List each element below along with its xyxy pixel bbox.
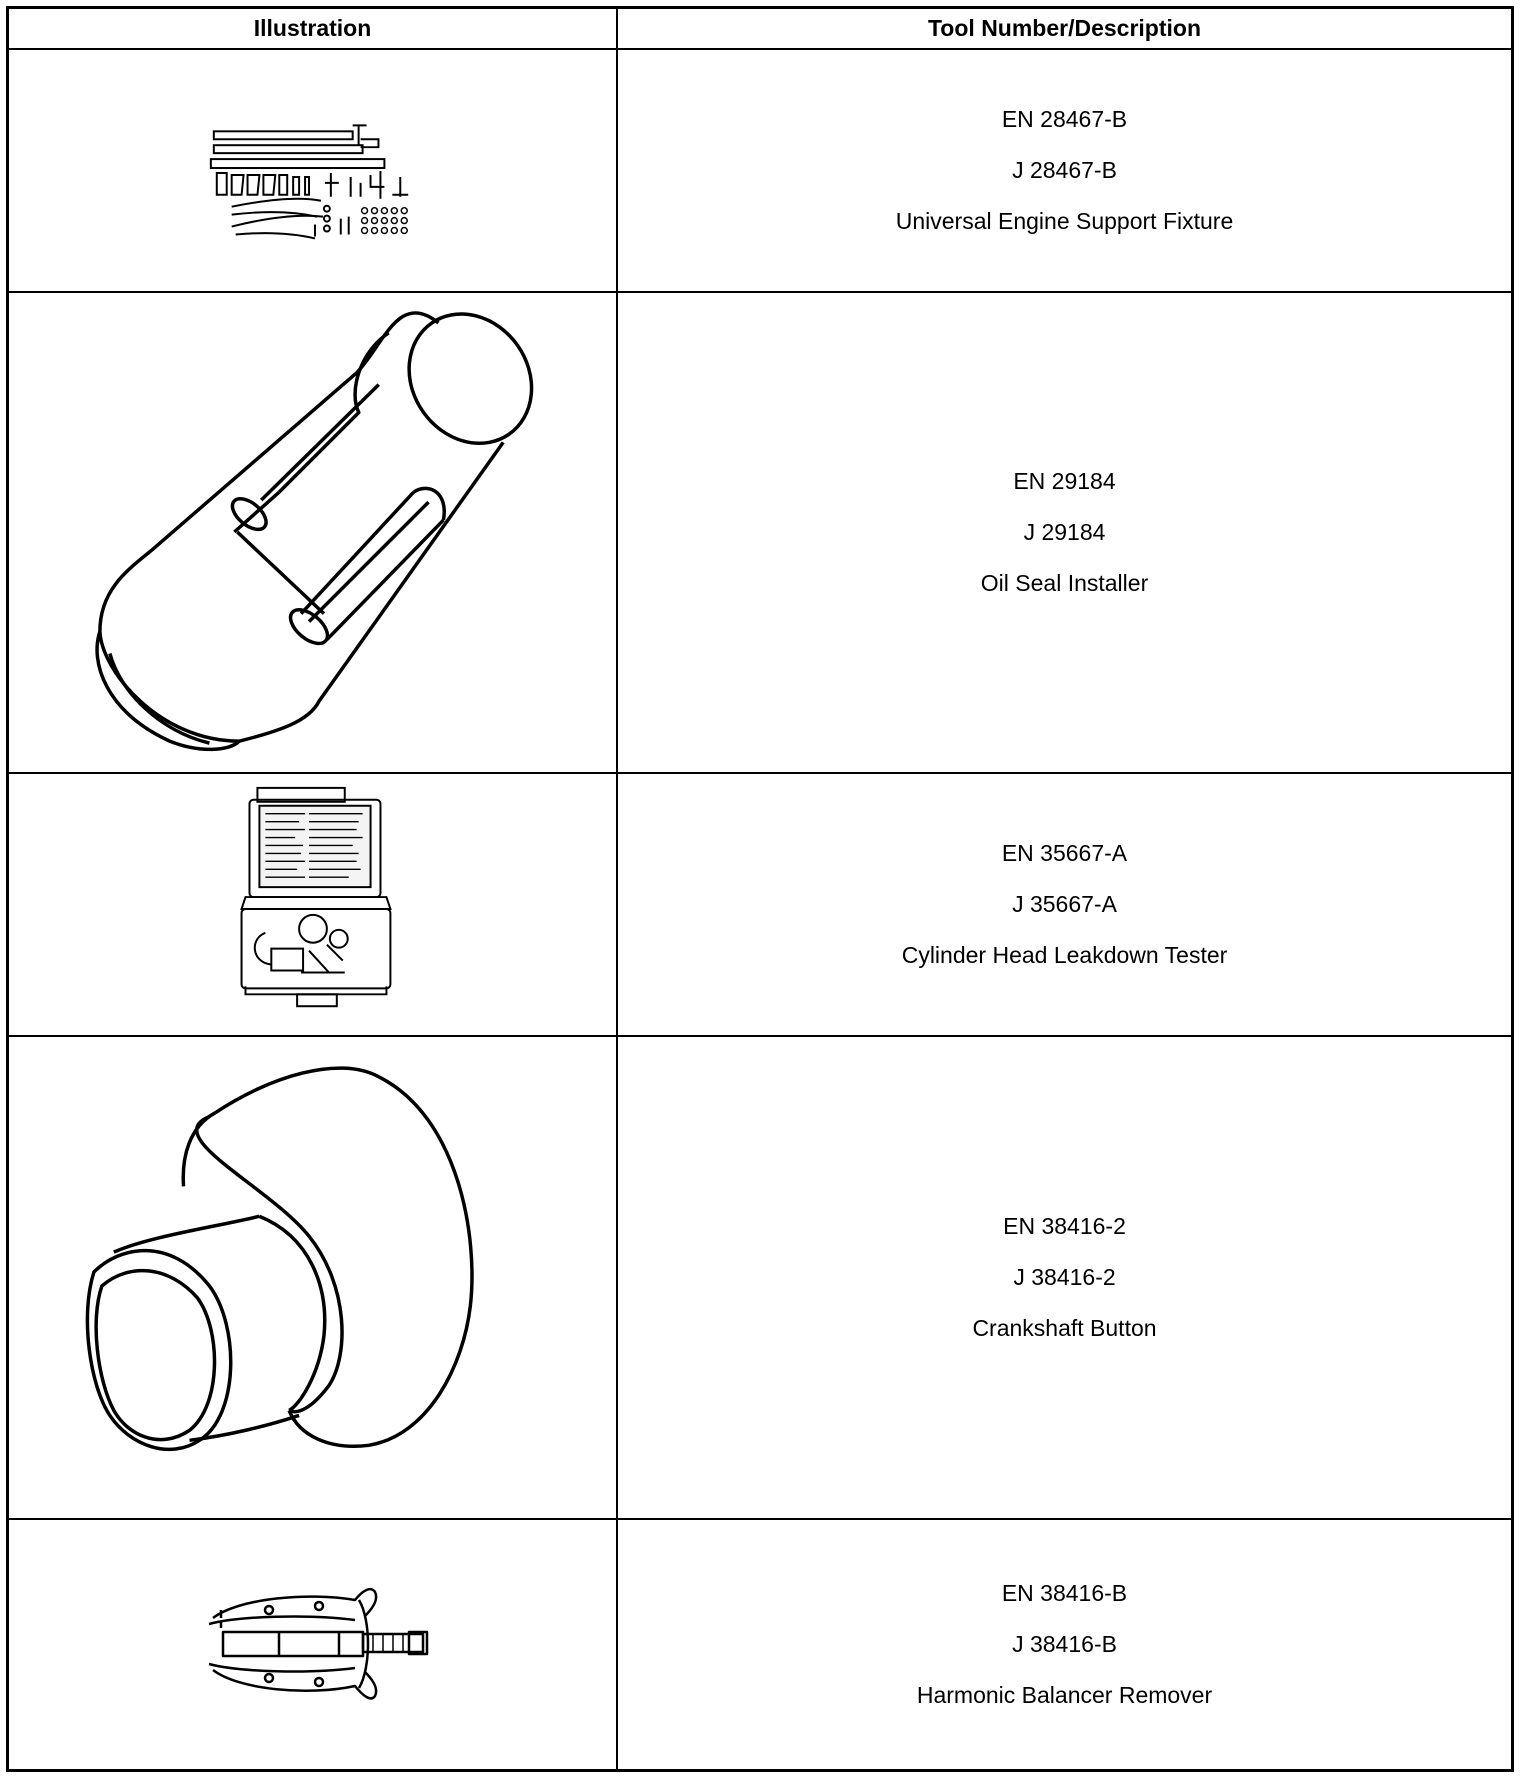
tool-description: Harmonic Balancer Remover (916, 1682, 1213, 1708)
illustration-cell (9, 293, 618, 772)
tool-number-en: EN 29184 (1013, 468, 1116, 494)
table-row (9, 774, 1511, 1037)
tool-table (6, 6, 1514, 1772)
oil-seal-installer-icon (9, 293, 616, 772)
description-cell (618, 293, 1511, 772)
header-tool-number-description: Tool Number/Description (618, 9, 1511, 50)
illustration-cell (9, 1037, 618, 1518)
illustration-cell (9, 1520, 618, 1769)
table-row (9, 293, 1511, 774)
engine-support-fixture-icon (9, 50, 616, 291)
tool-number-en: EN 38416-B (1001, 1580, 1128, 1606)
tool-number-j: J 35667-A (1012, 891, 1117, 917)
harmonic-balancer-remover-icon (9, 1520, 616, 1769)
crankshaft-button-icon (9, 1037, 616, 1518)
tool-number-j: J 38416-2 (1013, 1264, 1116, 1290)
description-cell (618, 50, 1511, 291)
tool-description: Oil Seal Installer (980, 570, 1149, 596)
tool-number-en: EN 35667-A (1001, 840, 1128, 866)
leakdown-tester-case-icon (9, 774, 616, 1035)
tool-number-j: J 28467-B (1012, 157, 1117, 183)
illustration-cell (9, 774, 618, 1035)
table-row (9, 1037, 1511, 1520)
description-cell (618, 1520, 1511, 1769)
table-row (9, 50, 1511, 293)
tool-number-j: J 29184 (1023, 519, 1106, 545)
illustration-cell (9, 50, 618, 291)
tool-number-en: EN 28467-B (1001, 106, 1128, 132)
tool-number-j: J 38416-B (1012, 1631, 1117, 1657)
tool-description: Crankshaft Button (972, 1315, 1157, 1341)
tool-number-en: EN 38416-2 (1003, 1213, 1126, 1239)
tool-description: Universal Engine Support Fixture (895, 208, 1234, 234)
description-cell (618, 774, 1511, 1035)
description-cell (618, 1037, 1511, 1518)
header-illustration: Illustration (9, 9, 618, 50)
tool-description: Cylinder Head Leakdown Tester (901, 942, 1228, 968)
table-row (9, 1520, 1511, 1769)
